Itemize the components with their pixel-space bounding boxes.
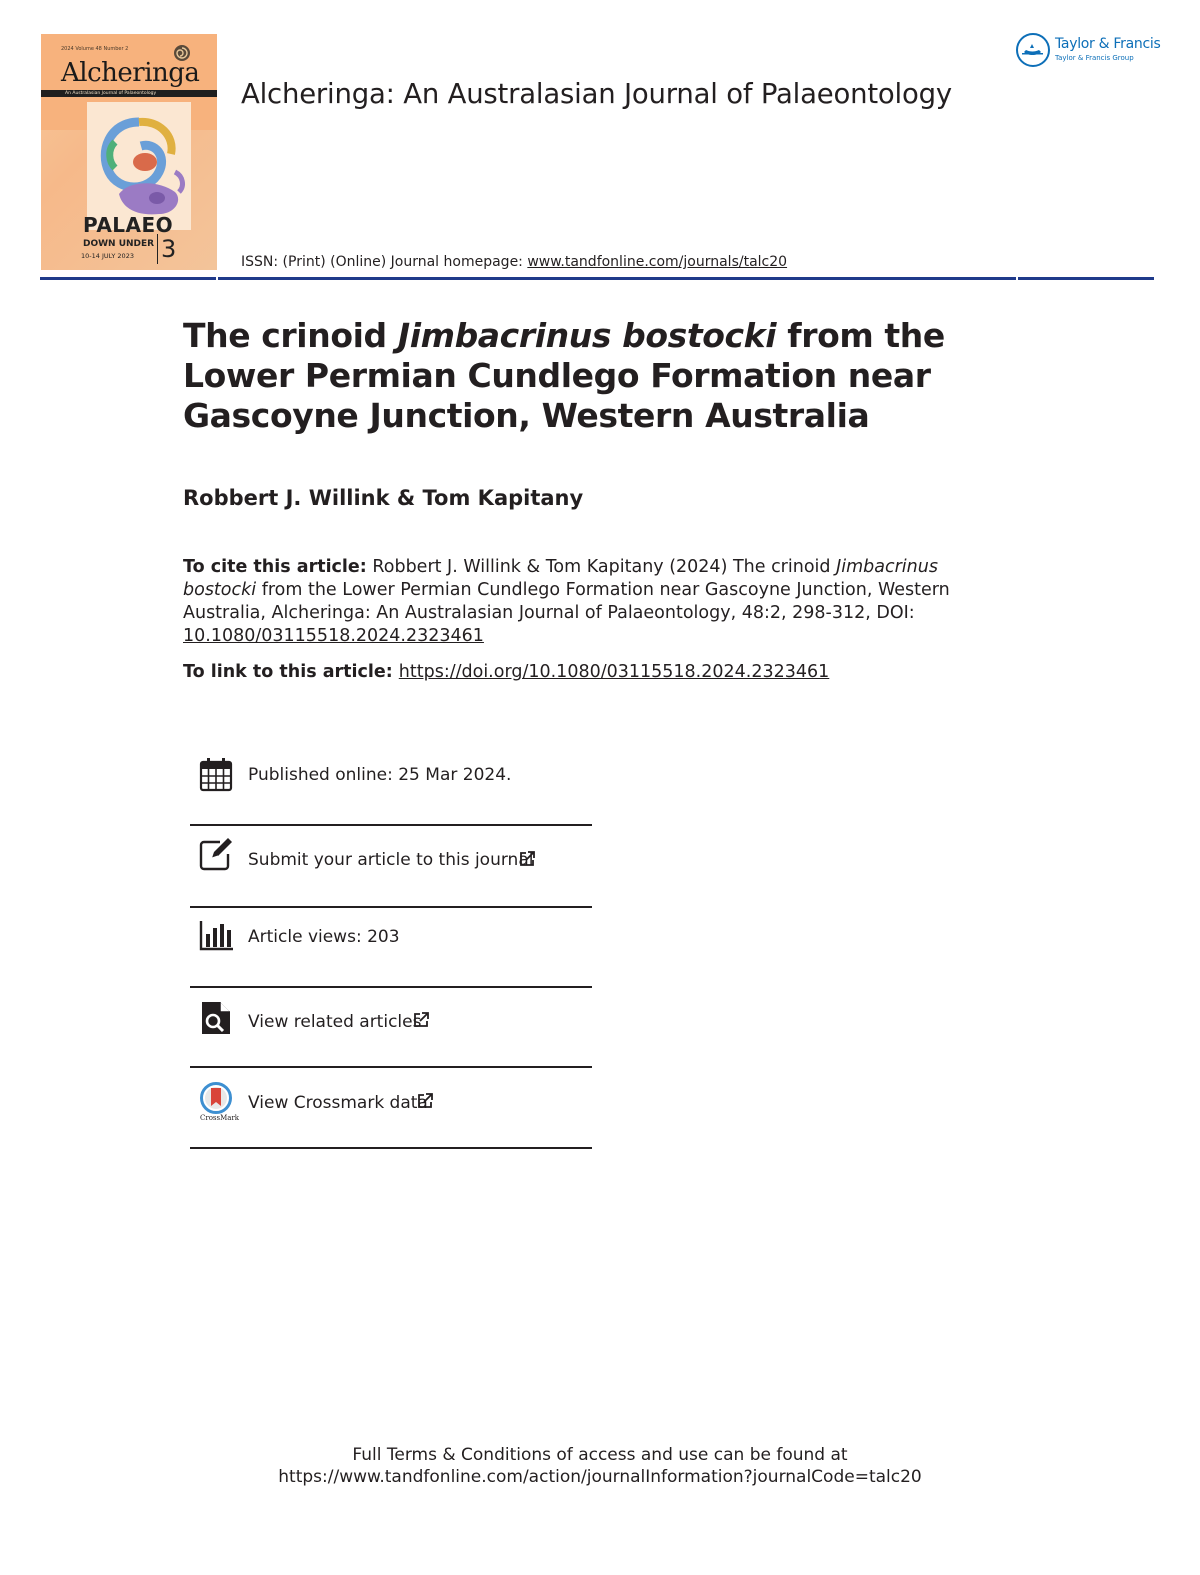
view-crossmark-link[interactable]: View Crossmark data (248, 1093, 428, 1113)
cover-journal-name: Alcheringa (61, 58, 200, 88)
header-divider (40, 277, 1154, 280)
row-divider (190, 1147, 592, 1149)
crossmark-icon (200, 1082, 232, 1114)
journal-cover (41, 34, 217, 270)
document-search-icon (198, 1000, 234, 1036)
article-title (183, 316, 1003, 436)
article-link-line (183, 662, 829, 682)
cover-event-dates: 10-14 JULY 2023 (81, 252, 134, 260)
row-divider (190, 986, 592, 988)
citation-text: from the Lower Permian Cundlego Formation near Gascoyne Junction, Western Australia, Alcheringa: An Australasian Journal of Palaeontology, 48:2, 298-312, DOI: (183, 580, 950, 623)
citation-species: Jimbacrinus bostocki (183, 557, 938, 600)
title-part: The crinoid (183, 316, 398, 355)
external-link-icon (412, 1011, 430, 1029)
cover-event-number: 3 (157, 234, 179, 264)
publisher-group: Taylor & Francis Group (1055, 54, 1134, 62)
published-date: Published online: 25 Mar 2024. (248, 765, 512, 785)
submit-article-link[interactable]: Submit your article to this journal (248, 850, 534, 870)
views-row (190, 918, 592, 958)
crossmark-row[interactable] (190, 1080, 592, 1128)
citation-text: Robbert J. Willink & Tom Kapitany (2024) The crinoid (366, 557, 837, 577)
external-link-icon (416, 1092, 434, 1110)
row-divider (190, 1066, 592, 1068)
cover-event-title: PALAEO (83, 213, 174, 237)
header-divider-gap (216, 277, 218, 280)
cover-illustration (79, 102, 199, 230)
article-authors: Robbert J. Willink & Tom Kapitany (183, 486, 584, 510)
issn-text: ISSN: (Print) (Online) Journal homepage: (241, 254, 528, 270)
view-related-articles-link[interactable]: View related articles (248, 1012, 422, 1032)
related-row[interactable] (190, 998, 592, 1042)
article-views: Article views: 203 (248, 927, 400, 947)
crossmark-caption: CrossMark (200, 1114, 240, 1122)
terms-text: Full Terms & Conditions of access and use can be found at (352, 1445, 848, 1465)
journal-title: Alcheringa: An Australasian Journal of Palaeontology (241, 78, 952, 110)
published-row (190, 756, 592, 796)
terms-url[interactable]: https://www.tandfonline.com/action/journalInformation?journalCode=talc20 (278, 1467, 922, 1487)
calendar-icon (198, 756, 234, 792)
citation (183, 556, 973, 648)
cover-subtitle: An Australasian Journal of Palaeontology (65, 91, 157, 96)
row-divider (190, 906, 592, 908)
journal-homepage-link[interactable]: www.tandfonline.com/journals/talc20 (527, 254, 788, 270)
external-link-icon (518, 850, 536, 868)
terms-footer (0, 1444, 1200, 1488)
cover-event-subtitle: DOWN UNDER (83, 239, 155, 249)
header-divider-gap (1016, 277, 1018, 280)
article-doi-link[interactable]: https://doi.org/10.1080/03115518.2024.2323461 (398, 662, 830, 682)
citation-doi-link[interactable]: 10.1080/03115518.2024.2323461 (183, 626, 484, 646)
edit-icon (198, 836, 234, 872)
row-divider (190, 824, 592, 826)
publisher-name: Taylor & Francis (1055, 36, 1161, 52)
article-link-label: To link to this article: (183, 662, 393, 682)
submit-row[interactable] (190, 836, 592, 880)
publisher-logo[interactable] (1016, 33, 1166, 69)
publisher-logo-icon (1016, 33, 1050, 67)
issn-line (241, 254, 787, 270)
lamp-icon (1018, 35, 1047, 64)
title-part: from the Lower Permian Cundlego Formation near Gascoyne Junction, Western Australia (183, 316, 945, 435)
title-species: Jimbacrinus bostocki (397, 316, 777, 355)
bar-chart-icon (198, 918, 234, 954)
citation-label: To cite this article: (183, 557, 367, 577)
cover-volume: 2024 Volume 48 Number 2 (61, 46, 129, 52)
